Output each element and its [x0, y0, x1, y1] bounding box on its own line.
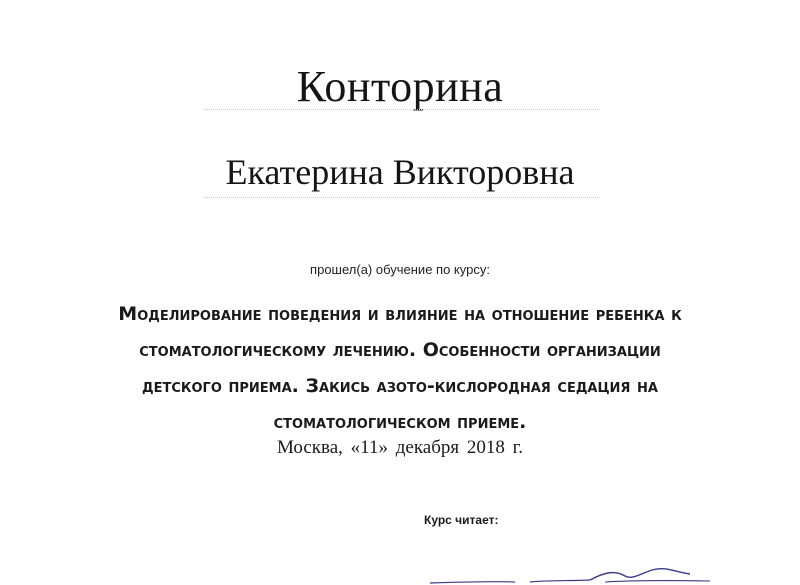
surname-dotted-line [205, 109, 600, 110]
city-date: Москва, «11» декабря 2018 г. [276, 437, 524, 458]
handwritten-signature [420, 560, 720, 585]
given-names-dotted-line [205, 197, 600, 198]
course-title-line: стоматологическом приеме. [273, 411, 527, 433]
course-title-line: Моделирование поведения и влияние на отношение ребенка к [118, 303, 682, 325]
course-title [55, 296, 745, 440]
course-title-line: стоматологическому лечению. Особенности организации [139, 339, 661, 361]
course-title-line: детского приема. Закись азото-кислородная седация на [142, 375, 658, 397]
given-names: Екатерина Викторовна [225, 152, 575, 192]
lecturer-label: Курс читает: [424, 513, 499, 527]
intro-text: прошел(а) обучение по курсу: [310, 262, 490, 277]
surname: Конторина [296, 62, 504, 111]
